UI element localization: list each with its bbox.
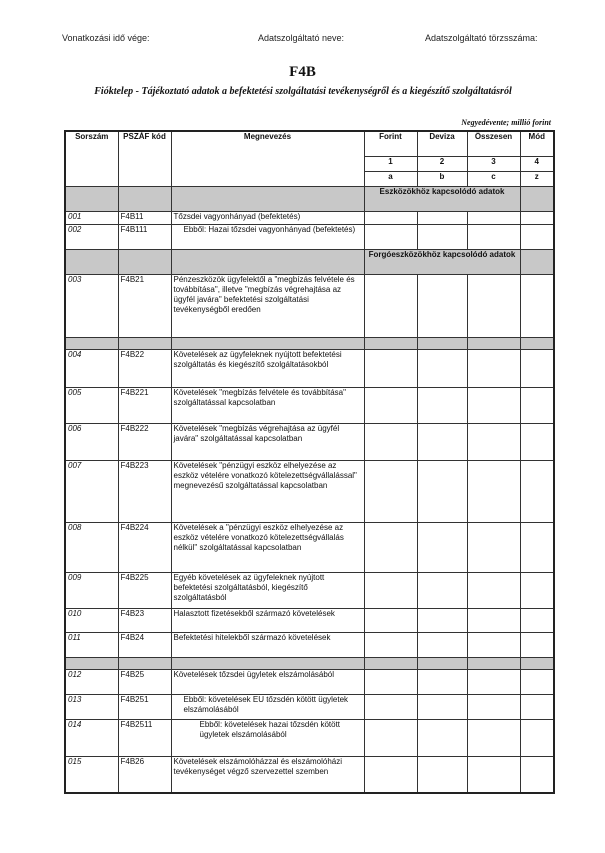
value-cell[interactable]: [467, 694, 520, 719]
row-label: Pénzeszközök ügyfelektől a "megbízás felvétele és továbbítása", illetve "megbízás végrehajtása az ügyfél javára" befektetési szolgáltatási tevékenységből eredően: [171, 274, 364, 337]
col-num: 3: [467, 156, 520, 171]
value-cell[interactable]: [520, 387, 554, 423]
row-label: [171, 719, 364, 756]
value-cell[interactable]: [364, 522, 417, 572]
value-cell[interactable]: [467, 274, 520, 337]
col-letter: b: [417, 171, 467, 186]
col-num: 1: [364, 156, 417, 171]
row-label: [171, 694, 364, 719]
value-cell[interactable]: [520, 632, 554, 657]
row-label: Halasztott fizetésekből származó követelések: [171, 608, 364, 632]
row-number: 004: [65, 349, 118, 387]
row-number: 008: [65, 522, 118, 572]
row-label: Követelések a "pénzügyi eszköz elhelyezése az eszköz vételére vonatkozó kötelezettségvállalás nélkül" szolgáltatással kapcsolatban: [171, 522, 364, 572]
row-code: F4B111: [118, 224, 171, 249]
value-cell[interactable]: [467, 608, 520, 632]
form-subtitle: Fióktelep - Tájékoztató adatok a befektetési szolgáltatási tevékenységről és a kiegészítő szolgáltatásról: [94, 86, 512, 97]
value-cell[interactable]: [417, 572, 467, 608]
row-number: 010: [65, 608, 118, 632]
value-cell[interactable]: [417, 608, 467, 632]
value-cell[interactable]: [417, 387, 467, 423]
row-label: Követelések "pénzügyi eszköz elhelyezése az eszköz vételére vonatkozó kötelezettségvállalással" megnevezésű szolgáltatással kapcsolatban: [171, 460, 364, 522]
value-cell[interactable]: [467, 522, 520, 572]
row-code: F4B224: [118, 522, 171, 572]
row-code: F4B223: [118, 460, 171, 522]
value-cell[interactable]: [520, 274, 554, 337]
row-label: Egyéb követelések az ügyfeleknek nyújtott befektetési szolgáltatásból, kiegészítő szolgáltatásból: [171, 572, 364, 608]
row-label: Követelések "megbízás végrehajtása az ügyfél javára" szolgáltatással kapcsolatban: [171, 423, 364, 460]
row-label: Követelések elszámolóházzal és elszámolóházi tevékenységet végző szervezettel szemben: [171, 756, 364, 793]
value-cell[interactable]: [520, 349, 554, 387]
value-cell[interactable]: [467, 349, 520, 387]
row-number: 009: [65, 572, 118, 608]
row-label: Követelések "megbízás felvétele és továbbítása" szolgáltatással kapcsolatban: [171, 387, 364, 423]
value-cell[interactable]: [467, 423, 520, 460]
row-number: 006: [65, 423, 118, 460]
group-header-eszkoz: Eszközökhöz kapcsolódó adatok: [364, 186, 520, 211]
row-label: Követelések tőzsdei ügyletek elszámolásából: [171, 669, 364, 694]
row-code: F4B221: [118, 387, 171, 423]
group-header-forras: Forgóeszközökhöz kapcsolódó adatok: [364, 249, 520, 274]
value-cell[interactable]: [417, 632, 467, 657]
col-header-mod: Mód: [520, 131, 554, 156]
value-cell[interactable]: [520, 423, 554, 460]
col-num: 4: [520, 156, 554, 171]
value-cell[interactable]: [364, 460, 417, 522]
value-cell[interactable]: [467, 669, 520, 694]
row-label: [171, 224, 364, 249]
value-cell[interactable]: [364, 224, 417, 249]
value-cell[interactable]: [520, 608, 554, 632]
value-cell[interactable]: [467, 719, 520, 756]
value-cell[interactable]: [520, 522, 554, 572]
col-letter: z: [520, 171, 554, 186]
row-number: 001: [65, 211, 118, 224]
value-cell[interactable]: [467, 632, 520, 657]
row-label-text: Ebből: Hazai tőzsdei vagyonhányad (befektetés): [183, 224, 356, 234]
value-cell[interactable]: [467, 224, 520, 249]
period-end-label: Vonatkozási idő vége:: [62, 33, 150, 43]
form-code: F4B: [289, 64, 316, 80]
value-cell[interactable]: [364, 572, 417, 608]
value-cell[interactable]: [417, 694, 467, 719]
value-cell[interactable]: [467, 460, 520, 522]
value-cell[interactable]: [364, 608, 417, 632]
row-code: F4B24: [118, 632, 171, 657]
row-code: F4B26: [118, 756, 171, 793]
value-cell[interactable]: [364, 423, 417, 460]
value-cell[interactable]: [417, 522, 467, 572]
value-cell[interactable]: [467, 387, 520, 423]
col-letter: a: [364, 171, 417, 186]
value-cell[interactable]: [520, 211, 554, 224]
row-number: 003: [65, 274, 118, 337]
value-cell[interactable]: [417, 224, 467, 249]
row-number: 015: [65, 756, 118, 793]
row-label: Követelések az ügyfeleknek nyújtott befektetési szolgáltatás és kiegészítő szolgáltatásokból: [171, 349, 364, 387]
row-code: F4B21: [118, 274, 171, 337]
value-cell[interactable]: [467, 572, 520, 608]
value-cell[interactable]: [417, 349, 467, 387]
value-cell[interactable]: [364, 274, 417, 337]
value-cell[interactable]: [364, 719, 417, 756]
col-header-pszaf: PSZÁF kód: [118, 131, 171, 186]
value-cell[interactable]: [467, 756, 520, 793]
value-cell[interactable]: [520, 224, 554, 249]
value-cell[interactable]: [417, 211, 467, 224]
value-cell[interactable]: [417, 719, 467, 756]
col-letter: c: [467, 171, 520, 186]
row-code: F4B22: [118, 349, 171, 387]
row-code: F4B222: [118, 423, 171, 460]
value-cell[interactable]: [417, 756, 467, 793]
value-cell[interactable]: [364, 387, 417, 423]
value-cell[interactable]: [364, 694, 417, 719]
report-table: [64, 130, 555, 794]
provider-name-label: Adatszolgáltató neve:: [258, 33, 345, 43]
col-header-osszesen: Összesen: [467, 131, 520, 156]
row-number: 005: [65, 387, 118, 423]
value-cell[interactable]: [364, 669, 417, 694]
row-number: 012: [65, 669, 118, 694]
row-code: F4B2511: [118, 719, 171, 756]
value-cell[interactable]: [417, 423, 467, 460]
row-label: Tőzsdei vagyonhányad (befektetés): [171, 211, 364, 224]
row-code: F4B11: [118, 211, 171, 224]
value-cell[interactable]: [520, 694, 554, 719]
col-num: 2: [417, 156, 467, 171]
provider-id-label: Adatszolgáltató törzsszáma:: [425, 33, 538, 43]
row-code: F4B25: [118, 669, 171, 694]
row-number: 002: [65, 224, 118, 249]
value-cell[interactable]: [520, 669, 554, 694]
row-code: F4B225: [118, 572, 171, 608]
value-cell[interactable]: [417, 274, 467, 337]
value-cell[interactable]: [520, 572, 554, 608]
col-header-sorszam: Sorszám: [65, 131, 118, 186]
value-cell[interactable]: [467, 211, 520, 224]
col-header-megnevezes: Megnevezés: [171, 131, 364, 186]
value-cell[interactable]: [417, 669, 467, 694]
row-code: F4B251: [118, 694, 171, 719]
row-label-text: Ebből: követelések hazai tőzsdén kötött ügyletek elszámolásából: [199, 719, 341, 739]
row-label: Befektetési hitelekből származó követelések: [171, 632, 364, 657]
row-number: 014: [65, 719, 118, 756]
value-cell[interactable]: [520, 719, 554, 756]
row-code: F4B23: [118, 608, 171, 632]
row-number: 013: [65, 694, 118, 719]
value-cell[interactable]: [364, 211, 417, 224]
value-cell[interactable]: [364, 349, 417, 387]
value-cell[interactable]: [364, 632, 417, 657]
value-cell[interactable]: [520, 756, 554, 793]
col-header-deviza: Deviza: [417, 131, 467, 156]
value-cell[interactable]: [417, 460, 467, 522]
row-number: 007: [65, 460, 118, 522]
row-number: 011: [65, 632, 118, 657]
value-cell[interactable]: [364, 756, 417, 793]
unit-note: Negyedévente; millió forint: [461, 118, 551, 127]
col-header-forint: Forint: [364, 131, 417, 156]
value-cell[interactable]: [520, 460, 554, 522]
row-label-text: Ebből: követelések EU tőzsdén kötött ügyletek elszámolásából: [183, 694, 349, 714]
